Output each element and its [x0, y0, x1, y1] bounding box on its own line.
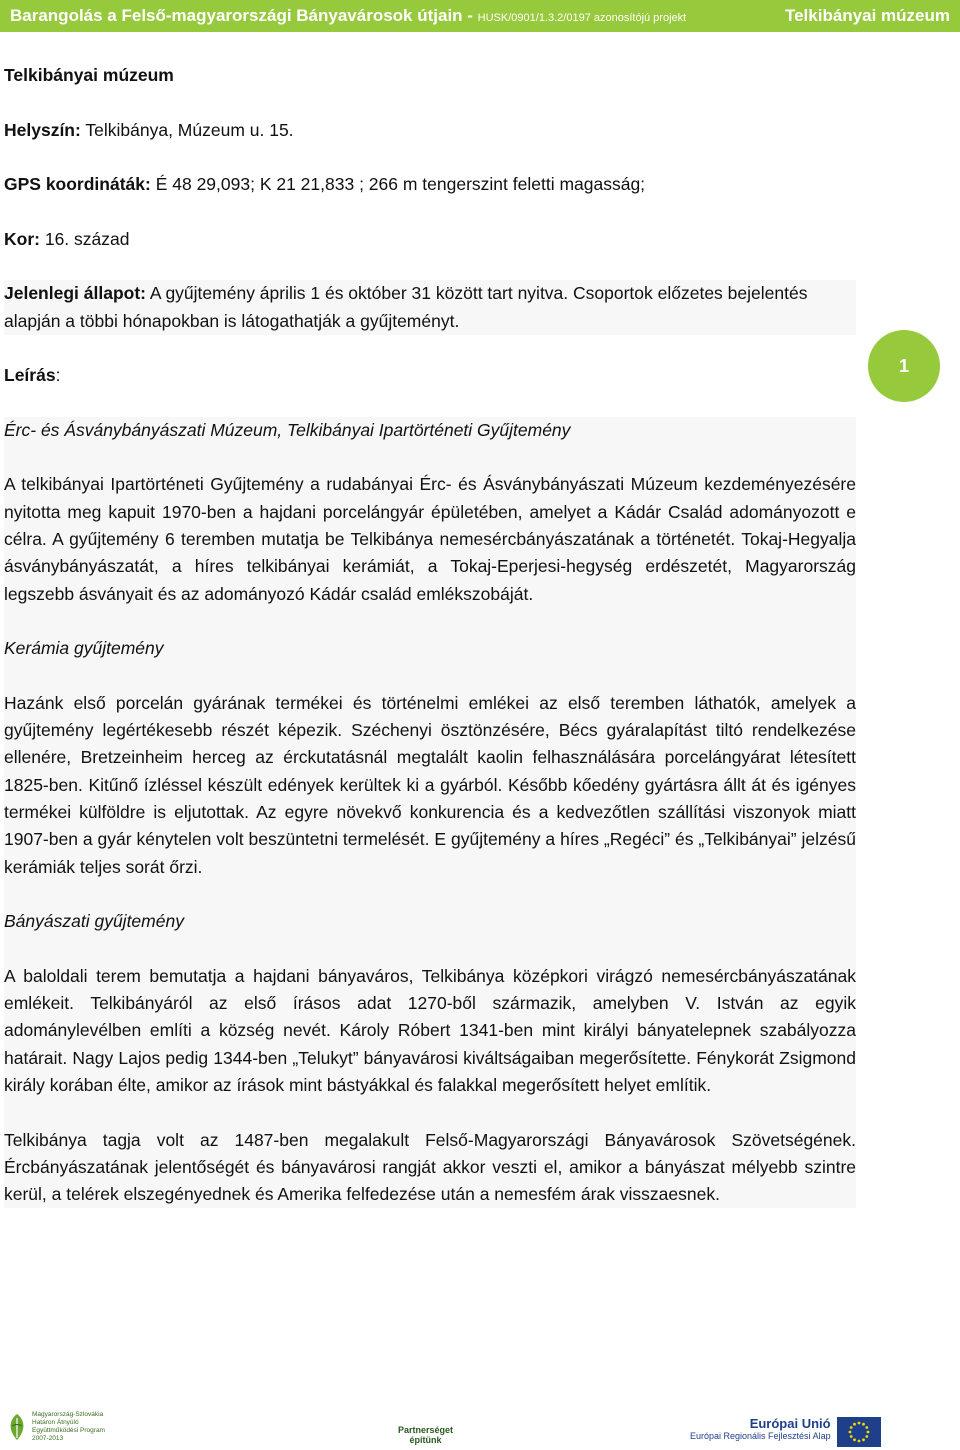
eu-text-block	[690, 1417, 831, 1442]
hu-sk-program-logo	[6, 1411, 122, 1443]
description-label: Leírás	[4, 365, 56, 386]
hu-sk-program-text: Magyarország-Szlovákia Határon Átnyúló Együttműködési Program 2007-2013	[32, 1411, 105, 1442]
partnership-line-2: építünk	[409, 1435, 442, 1445]
museum-paragraph: A telkibányai Ipartörténeti Gyűjtemény a rudabányai Érc- és Ásványbányászati Múzeum kezdeményezésére nyitotta meg kapuit 1970-ben a hajdani porcelángyár épületében, amelyet a Kádár Család adományozott e célra. A gyűjtemény 6 teremben mutatja be Telkibánya nemesércbányászatának a történetét. Tokaj-Hegyalja ásványbányászatát, a híres telkibányai kerámiát, a Tokaj-Eperjesi-hegység erdészetét, Magyarország legszebb ásványait és az adományozó Kádár család emlékszobáját.	[4, 474, 856, 604]
header-museum-name: Telkibányai múzeum	[784, 6, 950, 25]
museum-heading: Érc- és Ásványbányászati Múzeum, Telkibányai Ipartörténeti Gyűjtemény	[4, 419, 571, 440]
status-label: Jelenlegi állapot:	[4, 283, 146, 304]
leaf-icon	[6, 1412, 28, 1442]
status-line	[4, 280, 856, 335]
description-label-line	[4, 362, 856, 389]
location-line	[4, 117, 856, 144]
footer	[0, 1405, 960, 1450]
gps-line	[4, 171, 856, 198]
ceramic-heading: Kerámia gyűjtemény	[4, 638, 164, 659]
gps-label: GPS koordináták:	[4, 174, 151, 195]
mining-heading: Bányászati gyűjtemény	[4, 911, 184, 932]
ceramic-paragraph: Hazánk első porcelán gyárának termékei és történelmi emlékei az első teremben láthatók, amelyek a gyűjtemény legértékesebb részét képezik. Széchenyi ösztönzésére, Bécs gyáralapítást tiltó rendelkezése ellenére, Bretzeinheim herceg az érckutatásnál megtalált kaolin felhasználására porcelángyárat létesített 1825-ben. Kitűnő ízléssel készült edények kerültek ki a gyárból. Később kőedény gyártásra állt át és igényes termékei külföldre is eljutottak. Az egyre növekvő konkurencia és a kedvezőtlen szállítási viszonyok miatt 1907-ben a gyár kénytelen volt beszüntetni termelését. E gyűjtemény a híres „Regéci” és „Telkibányai” jelzésű kerámiák teljes sorát őrzi.	[4, 692, 856, 877]
description-colon: :	[55, 365, 61, 386]
header-title-text: Barangolás a Felső-magyarországi Bányavárosok útjain -	[10, 6, 478, 25]
header-bar	[0, 0, 960, 32]
location-value: Telkibánya, Múzeum u. 15.	[80, 119, 294, 140]
header-project-title	[10, 6, 686, 26]
eu-flag-icon	[837, 1417, 881, 1447]
age-line	[4, 226, 856, 253]
document-title: Telkibányai múzeum	[4, 65, 174, 85]
status-value: A gyűjtemény április 1 és október 31 között tart nyitva. Csoportok előzetes bejelentés alapján a többi hónapokban is látogathatják a gyűjteményt.	[4, 283, 808, 331]
eu-subtitle: Európai Regionális Fejlesztési Alap	[690, 1431, 831, 1441]
age-label: Kor:	[4, 228, 40, 249]
page-number-badge: 1	[868, 330, 940, 402]
eu-logo	[690, 1417, 881, 1447]
document-body	[4, 62, 856, 1208]
location-label: Helyszín:	[4, 119, 81, 140]
eu-title: Európai Unió	[749, 1416, 831, 1431]
header-project-code: HUSK/0901/1.3.2/0197 azonosítójú projekt	[477, 12, 687, 24]
partnership-line-1: Partnerséget	[398, 1425, 454, 1435]
age-value: 16. század	[39, 228, 130, 249]
description-block	[4, 417, 856, 1209]
mining-paragraph-1: A baloldali terem bemutatja a hajdani bányaváros, Telkibánya középkori virágzó nemesércbányászatának emlékeit. Telkibányáról az első írásos adat 1270-ből származik, amelyben V. István az egyik adománylevélben említi a község nevét. Károly Róbert 1341-ben mint királyi bányatelepnek szabályozza határait. Nagy Lajos pedig 1344-ben „Telukyt” bányavárosi kiváltságaiban megerősítette. Fénykorát Zsigmond király korában élte, amikor az írások mint bástyákkal és falakkal megerősített helyet említik.	[4, 965, 856, 1095]
partnership-logo	[398, 1425, 453, 1445]
gps-value: É 48 29,093; K 21 21,833 ; 266 m tengerszint feletti magasság;	[150, 174, 646, 195]
mining-paragraph-2: Telkibánya tagja volt az 1487-ben megalakult Felső-Magyarországi Bányavárosok Szövetségének. Ércbányászatának jelentőségét és bányavárosi rangját akkor veszti el, amikor a bányászat mélyebb szintre kerül, a telérek elszegényednek és Amerika felfedezése után a nemesfém árak visszaesnek.	[4, 1129, 856, 1205]
